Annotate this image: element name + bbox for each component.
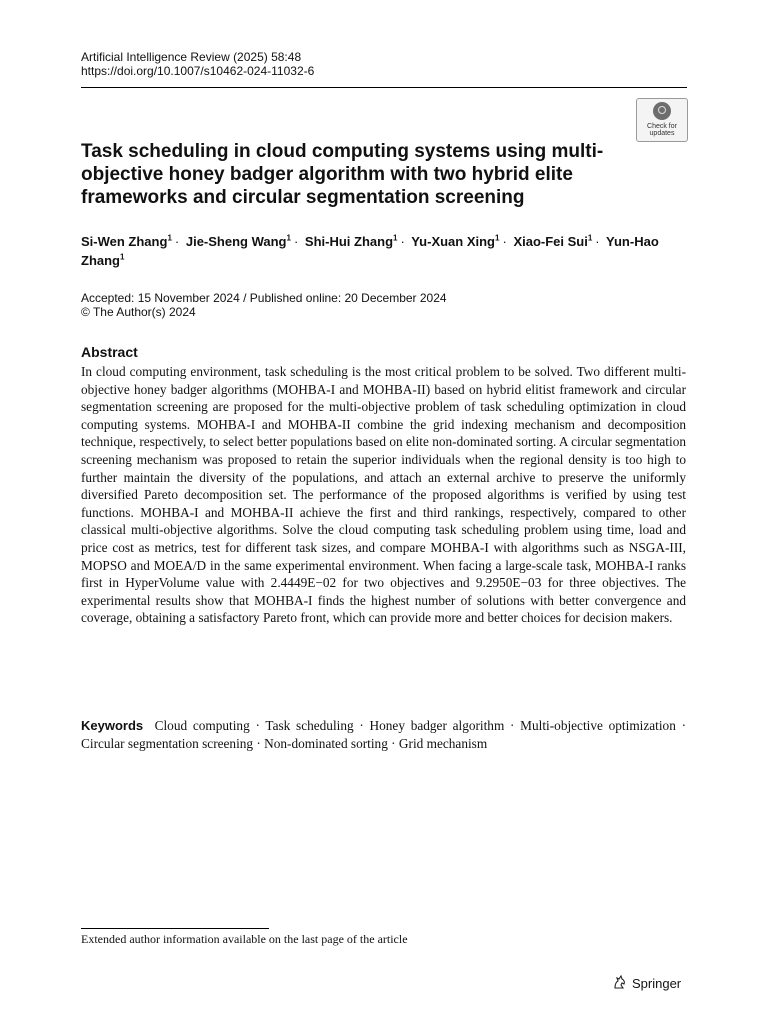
author-separator: · xyxy=(502,234,507,249)
copyright-notice: © The Author(s) 2024 xyxy=(81,305,196,319)
keywords-section xyxy=(81,717,686,752)
author-affiliation: 1 xyxy=(286,233,291,243)
abstract-heading: Abstract xyxy=(81,344,138,360)
journal-citation: Artificial Intelligence Review (2025) 58:48 xyxy=(81,50,302,64)
author-list xyxy=(81,232,681,270)
author-name: Shi-Hui Zhang$^1$ xyxy=(304,233,398,249)
author-separator: · xyxy=(595,234,600,249)
author-affiliation: 1 xyxy=(167,233,172,243)
author-affiliation: 1 xyxy=(495,233,500,243)
abstract-text: In cloud computing environment, task scheduling is the most critical problem to be solved. Two different multi-objective honey badger algorithms (MOHBA-I and MOHBA-II) based on hybrid elitist framework and circular segmentation screening are proposed for the multi-objective problem of task scheduling optimization in cloud computing systems. MOHBA-I and MOHBA-II combine the grid indexing mechanism and decomposition technique, respectively, to select better populations based on elite non-dominated sorting. A circular segmentation screening mechanism was proposed to retain the superior individuals when the regional density is too high to further maintain the diversity of the populations, and attach an external archive to preserve the uniformly diversified Pareto decomposition set. The performance of the proposed algorithms is verified by using test functions. MOHBA-I and MOHBA-II achieve the first and third rankings, respectively, compared to other classical multi-objective algorithms. Solve the cloud computing task scheduling problem using time, load and price cost as metrics, test for different task sizes, and compare MOHBA-I with algorithms such as NSGA-III, MOPSO and MOEA/D in the same experimental environment. When facing a large-scale task, MOHBA-I ranks first in HyperVolume value with 2.4449E−02 for two objectives and 9.2950E−03 for three objectives. The experimental results show that MOHBA-I finds the highest number of solutions with better convergence and coverage, obtaining a satisfactory Pareto front, which can provide more and better choices for decision makers. xyxy=(81,364,686,626)
springer-horse-icon xyxy=(612,974,628,995)
footnote: Extended author information available on the last page of the article xyxy=(81,932,408,946)
doi-link[interactable]: https://doi.org/10.1007/s10462-024-11032-6 xyxy=(81,64,315,78)
author-name: Yun-Hao Zhang$^1$ xyxy=(81,234,659,268)
paper-title: Task scheduling in cloud computing systems using multi-objective honey badger algorithm with two hybrid elite frameworks and circular segmentation screening xyxy=(81,141,604,208)
author-name: Jie-Sheng Wang$^1$ xyxy=(185,233,291,249)
footnote-rule xyxy=(81,928,269,929)
author-affiliation: 1 xyxy=(587,233,593,243)
publisher-name: Springer xyxy=(632,975,682,991)
publisher-logo xyxy=(612,974,681,995)
publication-dates: Accepted: 15 November 2024 / Published online: 20 December 2024 xyxy=(81,291,447,305)
keywords-text: Cloud computing · Task scheduling · Honey badger algorithm · Multi-objective optimization · Circular segmentation screening · Non-dominated sorting · Grid mechanism xyxy=(81,718,686,751)
author-name: Yu-Xuan Xing$^1$ xyxy=(411,233,500,249)
badge-line-1: Check for xyxy=(647,123,677,130)
author-name: Xiao-Fei Sui$^1$ xyxy=(513,233,593,249)
author-name: Si-Wen Zhang$^1$ xyxy=(81,233,172,249)
author-affiliation: 1 xyxy=(120,252,125,262)
header-rule xyxy=(81,87,687,88)
author-separator: · xyxy=(293,234,299,249)
author-affiliation: 1 xyxy=(393,233,398,243)
badge-line-2: updates xyxy=(649,130,675,137)
check-for-updates-badge[interactable] xyxy=(636,98,688,142)
keywords-label: Keywords xyxy=(81,718,144,733)
author-separator: · xyxy=(400,234,405,249)
check-updates-icon xyxy=(653,102,671,120)
author-separator: · xyxy=(174,234,180,249)
